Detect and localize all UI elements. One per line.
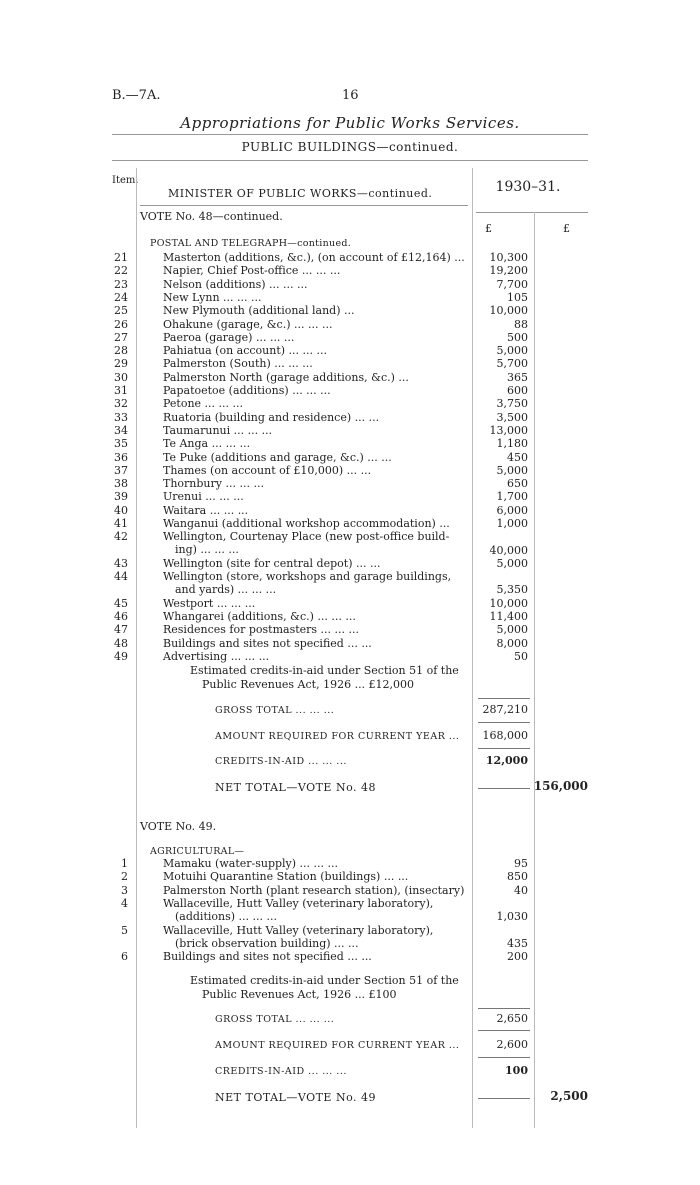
item-description-line: Wanganui (additional workshop accommodation) ... — [163, 517, 450, 530]
item-description-line: ing) ... ... ... — [175, 543, 239, 557]
item-amount: 10,000 — [489, 304, 528, 318]
column-head-year: 1930–31. — [495, 179, 561, 195]
item-description-line: Urenui ... ... ... — [163, 490, 244, 504]
item-number: 3 — [121, 883, 128, 897]
item-amount: 19,200 — [489, 264, 528, 278]
item-number: 33 — [114, 410, 128, 424]
page-number: 16 — [342, 88, 359, 103]
item-description-line: Wallaceville, Hutt Valley (veterinary laboratory), — [163, 896, 434, 910]
gross-rule — [478, 1008, 530, 1009]
vote-48-credits-label: CREDITS-IN-AID ... ... ... — [215, 756, 347, 767]
item-description-line: Motuihi Quarantine Station (buildings) ... ... — [163, 870, 409, 884]
gross-underline — [478, 722, 530, 723]
section-rule — [112, 160, 588, 161]
item-number: 29 — [114, 357, 128, 371]
item-amount: 3,500 — [496, 410, 528, 424]
item-number: 39 — [114, 490, 128, 504]
pound-symbol-2: £ — [563, 222, 570, 235]
item-amount: 95 — [514, 857, 528, 870]
item-number: 1 — [121, 857, 128, 870]
item-number: 28 — [114, 344, 128, 358]
item-description-line: Wellington, Courtenay Place (new post-office build- — [163, 530, 450, 544]
item-description — [163, 950, 563, 963]
vote-48-required-amount: 168,000 — [482, 729, 528, 742]
item-description-line: Palmerston (South) ... ... ... — [163, 357, 313, 371]
item-amount: 40 — [514, 883, 528, 897]
vote-49-required-label: AMOUNT REQUIRED FOR CURRENT YEAR ... — [215, 1040, 460, 1051]
page-title: Appropriations for Public Works Services. — [180, 114, 520, 132]
item-description-line: Wellington (site for central depot) ... ... — [163, 556, 381, 570]
required-underline — [478, 748, 530, 749]
vote-49-required-amount: 2,600 — [496, 1038, 528, 1051]
item-amount: 200 — [507, 950, 528, 964]
item-number: 44 — [114, 570, 128, 584]
vote-49-net-label: NET TOTAL—VOTE No. 49 — [215, 1091, 377, 1104]
item-number: 4 — [121, 896, 128, 910]
vote-49-net-total: 2,500 — [550, 1089, 588, 1103]
required-underline — [478, 1057, 530, 1058]
item-column-rule — [136, 168, 137, 1128]
item-description-line: Masterton (additions, &c.), (on account of £12,164) ... — [163, 251, 465, 264]
item-description-line: Palmerston North (garage additions, &c.) ... — [163, 370, 409, 384]
item-number: 23 — [114, 277, 128, 291]
item-description-line: Wellington (store, workshops and garage buildings, — [163, 570, 452, 584]
item-amount: 650 — [507, 477, 528, 491]
item-number: 41 — [114, 517, 128, 530]
item-description — [163, 291, 563, 304]
item-number: 49 — [114, 650, 128, 663]
title-rule — [112, 134, 588, 135]
item-amount: 5,000 — [496, 623, 528, 637]
item-amount: 500 — [507, 330, 528, 344]
item-description-line: Buildings and sites not specified ... ... — [163, 636, 372, 650]
item-description-line: Paeroa (garage) ... ... ... — [163, 330, 295, 344]
item-number: 34 — [114, 423, 128, 437]
minister-underline — [140, 205, 468, 206]
item-amount: 50 — [514, 650, 528, 663]
item-amount: 5,000 — [496, 344, 528, 358]
vote-49-category: AGRICULTURAL— — [150, 846, 245, 857]
item-number: 30 — [114, 370, 128, 384]
item-description-line: Waitara ... ... ... — [163, 503, 249, 517]
item-amount: 850 — [507, 870, 528, 884]
item-number: 22 — [114, 264, 128, 278]
item-number: 38 — [114, 477, 128, 491]
item-description-line: New Plymouth (additional land) ... — [163, 304, 355, 318]
item-amount: 1,030 — [496, 910, 528, 924]
item-description-line: Wallaceville, Hutt Valley (veterinary laboratory), — [163, 923, 434, 937]
item-number: 48 — [114, 636, 128, 650]
item-number: 43 — [114, 556, 128, 570]
vote-48-gross-label: GROSS TOTAL ... ... ... — [215, 705, 335, 716]
pound-symbol-1: £ — [485, 222, 492, 235]
item-amount: 5,000 — [496, 463, 528, 477]
item-amount: 13,000 — [489, 423, 528, 437]
credits-note-line: Estimated credits-in-aid under Section 51 of the — [190, 664, 459, 677]
item-amount: 5,700 — [496, 357, 528, 371]
item-description-line: (brick observation building) ... ... — [175, 936, 359, 950]
item-description-line: and yards) ... ... ... — [175, 583, 277, 597]
item-number: 42 — [114, 530, 128, 544]
item-description — [163, 331, 563, 344]
item-description-line: Westport ... ... ... — [163, 596, 256, 610]
vote-48-net-total: 156,000 — [533, 779, 588, 793]
item-amount: 5,350 — [496, 583, 528, 597]
vote-49-credits-amount: 100 — [505, 1064, 528, 1077]
item-description-line: (additions) ... ... ... — [175, 909, 277, 923]
item-number: 6 — [121, 950, 128, 964]
item-amount: 1,000 — [496, 517, 528, 530]
item-description-line: Papatoetoe (additions) ... ... ... — [163, 384, 331, 397]
vote-49-gross-label: GROSS TOTAL ... ... ... — [215, 1014, 335, 1025]
item-number: 27 — [114, 330, 128, 344]
vote-48-category: POSTAL AND TELEGRAPH—continued. — [150, 238, 352, 249]
item-amount: 105 — [507, 290, 528, 304]
section-title: PUBLIC BUILDINGS—continued. — [241, 140, 459, 154]
item-amount: 8,000 — [496, 636, 528, 650]
item-description-line: Ohakune (garage, &c.) ... ... ... — [163, 317, 333, 331]
item-amount: 88 — [514, 317, 528, 331]
item-number: 46 — [114, 610, 128, 624]
item-amount: 10,300 — [489, 251, 528, 264]
vote-48-gross-total: 287,210 — [482, 703, 528, 716]
item-amount: 6,000 — [496, 503, 528, 517]
item-description — [163, 477, 563, 490]
item-description — [163, 384, 563, 397]
item-number: 40 — [114, 503, 128, 517]
item-number: 45 — [114, 596, 128, 610]
document-reference: B.—7A. — [112, 88, 161, 103]
item-number: 21 — [114, 251, 128, 264]
item-number: 24 — [114, 290, 128, 304]
item-description — [163, 451, 563, 464]
column-head-minister: MINISTER OF PUBLIC WORKS—continued. — [168, 187, 433, 200]
item-description-line: Buildings and sites not specified ... ... — [163, 950, 372, 964]
item-number: 25 — [114, 304, 128, 318]
item-description-line: Te Puke (additions and garage, &c.) ... ... — [163, 450, 392, 464]
item-amount: 11,400 — [489, 610, 528, 624]
item-description-line: Te Anga ... ... ... — [163, 437, 251, 451]
gross-underline — [478, 1030, 530, 1031]
vote-49-credits-note — [190, 974, 459, 1002]
item-description-line: Palmerston North (plant research station), (insectary) — [163, 883, 465, 897]
vote-49-gross-total: 2,650 — [496, 1012, 528, 1025]
item-amount: 40,000 — [489, 543, 528, 557]
item-amount: 5,000 — [496, 556, 528, 570]
item-description-line: Ruatoria (building and residence) ... ... — [163, 410, 380, 424]
item-amount: 435 — [507, 936, 528, 950]
item-description-line: Advertising ... ... ... — [163, 650, 270, 663]
item-description — [163, 318, 563, 331]
item-description — [163, 924, 563, 950]
item-description — [163, 857, 563, 870]
column-head-item: Item. — [112, 175, 139, 186]
item-amount: 450 — [507, 450, 528, 464]
vote-49-heading: VOTE No. 49. — [140, 820, 217, 833]
vote-48-credits-note — [190, 664, 459, 692]
vote-48-heading: VOTE No. 48—continued. — [140, 210, 283, 223]
vote-48-required-label: AMOUNT REQUIRED FOR CURRENT YEAR ... — [215, 731, 460, 742]
item-number: 32 — [114, 397, 128, 411]
item-description-line: Taumarunui ... ... ... — [163, 423, 273, 437]
vote-48-net-label: NET TOTAL—VOTE No. 48 — [215, 781, 377, 794]
item-description-line: Whangarei (additions, &c.) ... ... ... — [163, 610, 356, 624]
item-amount: 1,180 — [496, 437, 528, 451]
vote-48-credits-amount: 12,000 — [485, 754, 528, 767]
item-amount: 600 — [507, 384, 528, 397]
item-number: 35 — [114, 437, 128, 451]
item-amount: 10,000 — [489, 596, 528, 610]
item-number: 5 — [121, 923, 128, 937]
vote-49-credits-label: CREDITS-IN-AID ... ... ... — [215, 1066, 347, 1077]
item-number: 2 — [121, 870, 128, 884]
credits-note-line: Estimated credits-in-aid under Section 51 of the — [190, 974, 459, 987]
item-description-line: Mamaku (water-supply) ... ... ... — [163, 857, 339, 870]
item-amount: 7,700 — [496, 277, 528, 291]
item-number: 37 — [114, 463, 128, 477]
item-number: 26 — [114, 317, 128, 331]
item-amount: 3,750 — [496, 397, 528, 411]
item-description-line: Residences for postmasters ... ... ... — [163, 623, 360, 637]
credits-note-line: Public Revenues Act, 1926 ... £100 — [202, 988, 397, 1001]
item-description — [163, 650, 563, 663]
net-dash — [478, 788, 530, 789]
year-underline — [476, 212, 588, 213]
item-amount: 1,700 — [496, 490, 528, 504]
item-description-line: Pahiatua (on account) ... ... ... — [163, 344, 328, 358]
gross-rule — [478, 698, 530, 699]
item-number: 31 — [114, 384, 128, 397]
credits-note-line: Public Revenues Act, 1926 ... £12,000 — [202, 678, 415, 691]
item-description-line: Thornbury ... ... ... — [163, 477, 264, 491]
item-number: 36 — [114, 450, 128, 464]
item-amount: 365 — [507, 370, 528, 384]
item-description-line: New Lynn ... ... ... — [163, 290, 262, 304]
item-description-line: Petone ... ... ... — [163, 397, 244, 411]
net-dash — [478, 1098, 530, 1099]
item-description — [163, 884, 563, 897]
item-description-line: Napier, Chief Post-office ... ... ... — [163, 264, 341, 278]
item-number: 47 — [114, 623, 128, 637]
item-description-line: Thames (on account of £10,000) ... ... — [163, 463, 372, 477]
item-description — [163, 870, 563, 883]
item-description-line: Nelson (additions) ... ... ... — [163, 277, 308, 291]
item-description — [163, 371, 563, 384]
